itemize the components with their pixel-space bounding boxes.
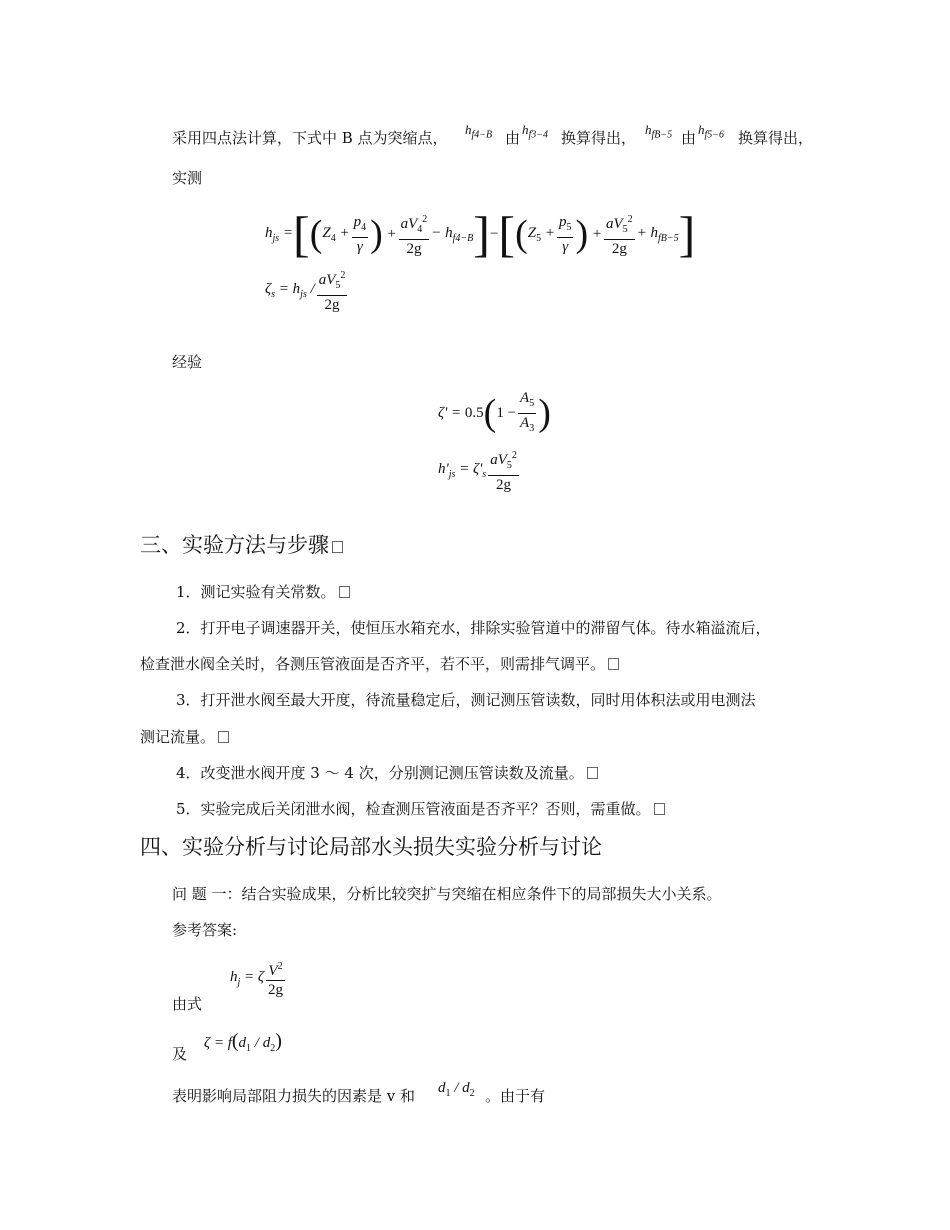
- equation-hjs: $h_{js}$ = [ ( $Z_4$ + $\frac{p_4}{\gamma}$ ) + $\frac{aV_4^2}{2g}$ − $h_{f4-B}$ ] − [ ( $Z_5$ + $\frac{p_5}{\gamma}$ ) + $\frac{aV_5^2}{2g}$ + $h_{fB-5}$ ]: [265, 206, 696, 262]
- step-3-line-2: [140, 727, 229, 747]
- and-label: 及: [172, 1045, 188, 1063]
- section4-title: 四、实验分析与讨论局部水头损失实验分析与讨论: [140, 835, 602, 859]
- step-1: [176, 582, 350, 602]
- equation-zeta-s: $\zeta_s = h_{js}$ / $\frac{aV_5^2}{2g}$: [265, 268, 349, 312]
- huansuan-text-1: 换算得出，: [561, 129, 637, 147]
- hf4b-symbol: $h_{f4-B}$: [465, 122, 493, 141]
- equation-hjs-empirical: $h'_{js} = \zeta'_s$ $\frac{aV_5^2}{2g}$: [438, 448, 521, 492]
- missing-glyph-box: [332, 541, 343, 553]
- shice-label: 实测: [172, 169, 203, 187]
- hfb5-symbol: $h_{fB-5}$: [645, 122, 673, 141]
- step-2-line-2-text: 检查泄水阀全关时，各测压管液面是否齐平，若不平，则需排气调平。: [140, 655, 606, 673]
- missing-glyph-box: [608, 658, 619, 670]
- you-text-2: 由: [681, 129, 697, 147]
- step-4-text: 4．改变泄水阀开度 3 ～ 4 次，分别测记测压管读数及流量。: [176, 764, 584, 782]
- you-text-1: 由: [505, 129, 521, 147]
- step-5: [176, 799, 665, 819]
- factors-text-a: 表明影响局部阻力损失的因素是 v 和: [172, 1087, 416, 1105]
- step-1-text: 1．测记实验有关常数。: [176, 583, 336, 601]
- section3-title: [140, 532, 343, 558]
- step-3-line-1: 3．打开泄水阀至最大开度，待流量稳定后，测记测压管读数，同时用体积法或用电测法: [176, 691, 756, 709]
- empirical-label: 经验: [172, 353, 203, 371]
- equation-zeta-f: $\zeta = f(d_1 / d_2)$: [204, 1030, 282, 1054]
- missing-glyph-box: [587, 767, 598, 779]
- intro-sentence: 采用四点法计算，下式中 B 点为突缩点，: [172, 129, 448, 147]
- missing-glyph-box: [218, 731, 229, 743]
- hf56-symbol: $h_{f5-6}$: [698, 122, 725, 141]
- equation-hj: $h_j = \zeta$ $\frac{V^2}{2g}$: [230, 956, 287, 1000]
- by-formula-label: 由式: [172, 995, 203, 1013]
- step-4: [176, 763, 598, 783]
- huansuan-text-2: 换算得出，: [738, 129, 814, 147]
- step-2-line-1: 2．打开电子调速器开关，使恒压水箱充水，排除实验管道中的滞留气体。待水箱溢流后，: [176, 619, 771, 637]
- factors-text-b: 。由于有: [485, 1087, 546, 1105]
- answer-label: 参考答案:: [172, 921, 238, 939]
- section3-title-text: 三、实验方法与步骤: [140, 533, 329, 557]
- missing-glyph-box: [339, 586, 350, 598]
- missing-glyph-box: [654, 803, 665, 815]
- question-1: 问 题 一：结合实验成果，分析比较突扩与突缩在相应条件下的局部损失大小关系。: [172, 885, 722, 903]
- hf34-symbol: $h_{f3-4}$: [522, 122, 549, 141]
- step-2-line-2: [140, 654, 619, 674]
- intro-line: [172, 128, 448, 148]
- step-5-text: 5．实验完成后关闭泄水阀，检查测压管液面是否齐平？否则，需重做。: [176, 800, 651, 818]
- step-3-line-2-text: 测记流量。: [140, 728, 216, 746]
- equation-zeta-empirical: ζ' = 0.5 ( 1 − $\frac{A_5}{A_3}$ ): [438, 389, 551, 434]
- d1-d2-ratio: $d_1 / d_2$: [438, 1080, 475, 1099]
